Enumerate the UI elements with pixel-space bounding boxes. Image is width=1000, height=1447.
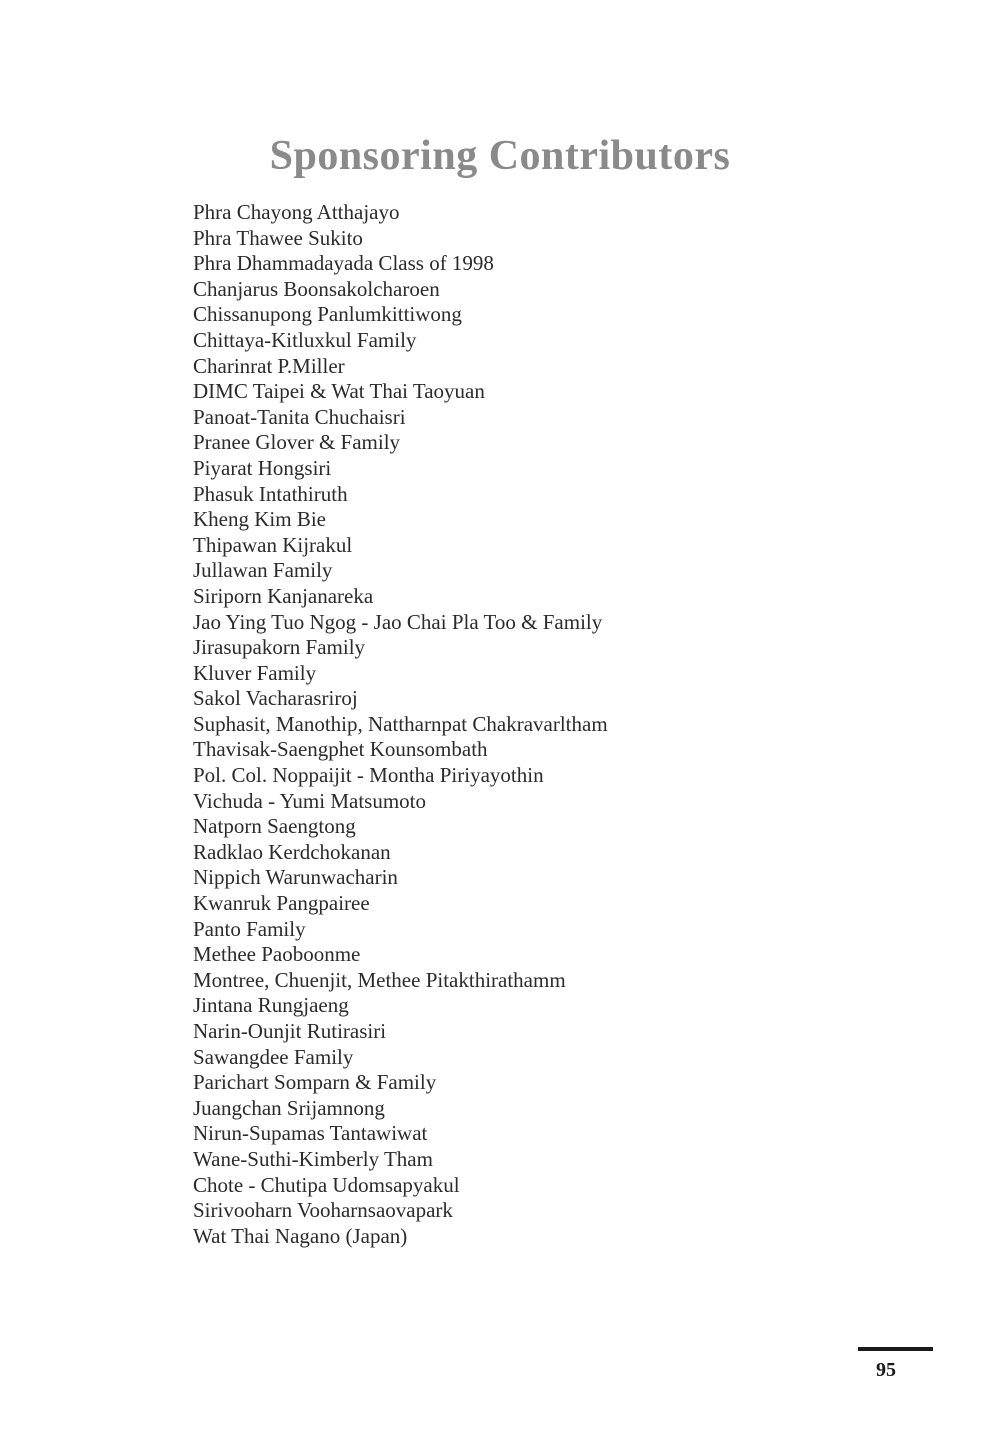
contributor-name: Thavisak-Saengphet Kounsombath <box>193 737 488 762</box>
contributor-list <box>193 200 608 1249</box>
contributor-name: DIMC Taipei & Wat Thai Taoyuan <box>193 379 485 404</box>
contributor-name: Sirivooharn Vooharnsaovapark <box>193 1198 453 1223</box>
contributor-name: Montree, Chuenjit, Methee Pitakthirathamm <box>193 967 566 992</box>
contributor-name: Pol. Col. Noppaijit - Montha Piriyayothin <box>193 763 544 788</box>
contributor-name: Sakol Vacharasriroj <box>193 686 358 711</box>
contributor-name: Suphasit, Manothip, Nattharnpat Chakravarltham <box>193 711 608 736</box>
contributor-name: Radklao Kerdchokanan <box>193 839 391 864</box>
contributor-name: Phra Chayong Atthajayo <box>193 200 400 224</box>
contributor-name: Natporn Saengtong <box>193 814 356 839</box>
page-title: Sponsoring Contributors <box>269 133 731 179</box>
page-number-rule <box>858 1347 933 1351</box>
contributor-name: Nippich Warunwacharin <box>193 865 398 890</box>
contributor-name: Jirasupakorn Family <box>193 635 366 660</box>
contributor-name: Phasuk Intathiruth <box>193 481 348 506</box>
contributor-name: Siriporn Kanjanareka <box>193 583 374 608</box>
contributor-name: Phra Dhammadayada Class of 1998 <box>193 251 494 276</box>
contributor-name: Jullawan Family <box>193 558 333 583</box>
contributor-name: Charinrat P.Miller <box>193 353 345 378</box>
contributor-name: Sawangdee Family <box>193 1044 354 1069</box>
contributor-name: Nirun-Supamas Tantawiwat <box>193 1121 428 1146</box>
contributor-name: Juangchan Srijamnong <box>193 1095 385 1120</box>
contributor-name: Kluver Family <box>193 660 317 685</box>
contributor-name: Wat Thai Nagano (Japan) <box>193 1223 408 1248</box>
contributor-name: Chanjarus Boonsakolcharoen <box>193 276 440 301</box>
contributor-name: Jao Ying Tuo Ngog - Jao Chai Pla Too & Family <box>193 609 603 634</box>
contributor-name: Kwanruk Pangpairee <box>193 891 370 916</box>
contributor-name: Phra Thawee Sukito <box>193 225 363 250</box>
contributor-name: Thipawan Kijrakul <box>193 532 353 557</box>
contributor-name: Narin-Ounjit Rutirasiri <box>193 1019 387 1043</box>
contributor-name: Pranee Glover & Family <box>193 430 401 455</box>
contributor-name: Jintana Rungjaeng <box>193 993 349 1018</box>
contributor-name: Methee Paoboonme <box>193 942 361 967</box>
contributor-name: Chittaya-Kitluxkul Family <box>193 327 417 352</box>
contributor-name: Panoat-Tanita Chuchaisri <box>193 404 406 429</box>
contributor-name: Parichart Somparn & Family <box>193 1070 437 1095</box>
contributor-name: Vichuda - Yumi Matsumoto <box>193 788 427 813</box>
contributor-name: Kheng Kim Bie <box>193 507 326 532</box>
contributor-name: Panto Family <box>193 916 306 941</box>
contributor-name: Chissanupong Panlumkittiwong <box>193 302 462 327</box>
contributor-name: Wane-Suthi-Kimberly Tham <box>193 1146 433 1171</box>
contributor-name: Piyarat Hongsiri <box>193 455 332 480</box>
contributor-name: Chote - Chutipa Udomsapyakul <box>193 1172 460 1197</box>
page-number: 95 <box>876 1359 896 1381</box>
